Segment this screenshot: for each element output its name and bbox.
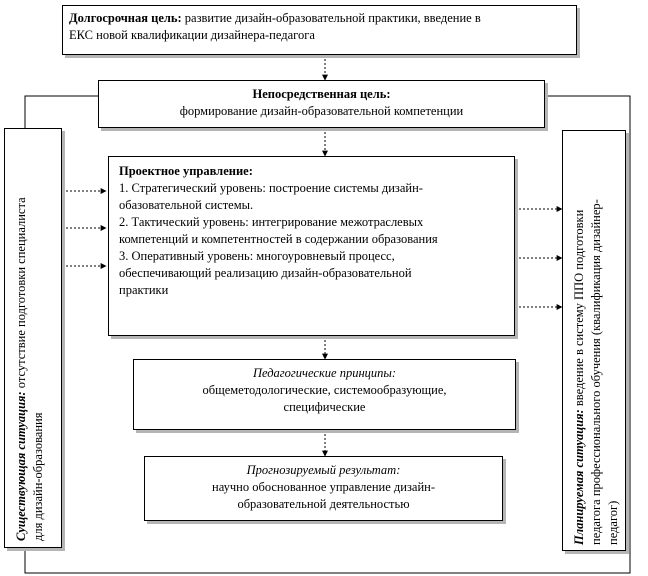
long-term-goal-text-1: развитие дизайн-образовательной практики, введение в [184,11,481,25]
existing-situation-box [4,128,62,548]
long-term-goal-box [62,5,577,55]
pedagogical-principles-box [133,359,516,430]
planned-situation-text-3: педагог) [606,500,620,545]
project-management-line: компетенций и компетентностей в содержании образования [119,232,438,246]
project-management-line: 1. Стратегический уровень: построение системы дизайн- [119,181,423,195]
existing-situation-text-2: для дизайн-образования [31,412,45,541]
long-term-goal-title: Долгосрочная цель: [69,11,182,25]
existing-situation-text-1: отсутствие подготовки специалиста [14,197,28,392]
planned-situation-text-1: введение в систему ППО подготовки [572,209,586,410]
predicted-result-title: Прогнозируемый результат: [246,463,401,477]
project-management-title: Проектное управление: [119,164,253,178]
planned-situation-title: Планируемая ситуация: [572,409,586,545]
planned-situation-text-2: педагога профессионального обучения (квалификация дизайнер- [589,199,603,545]
existing-situation-title: Существующая ситуация: [14,391,28,541]
project-management-box [108,156,515,336]
predicted-result-box [144,456,503,521]
immediate-goal-box [98,80,545,128]
planned-situation-text [571,199,622,545]
project-management-line: обазовательной системы. [119,198,254,212]
pedagogical-principles-text-2: специфические [283,400,366,414]
predicted-result-text-1: научно обоснованное управление дизайн- [212,480,435,494]
long-term-goal-text-2: ЕКС новой квалификации дизайнера-педагога [69,28,315,42]
predicted-result-text-2: образовательной деятельностью [237,497,410,511]
project-management-line: 2. Тактический уровень: интегрирование межотраслевых [119,215,424,229]
existing-situation-text [13,197,47,541]
planned-situation-box [562,130,626,551]
project-management-line: обеспечивающий реализацию дизайн-образовательной [119,266,412,280]
pedagogical-principles-text-1: общеметодологические, системообразующие, [202,383,447,397]
immediate-goal-title: Непосредственная цель: [252,87,391,101]
pedagogical-principles-title: Педагогические принципы: [252,366,397,380]
immediate-goal-text: формирование дизайн-образовательной компетенции [179,104,464,118]
project-management-line: 3. Оперативный уровень: многоуровневый процесс, [119,249,395,263]
project-management-line: практики [119,283,169,297]
